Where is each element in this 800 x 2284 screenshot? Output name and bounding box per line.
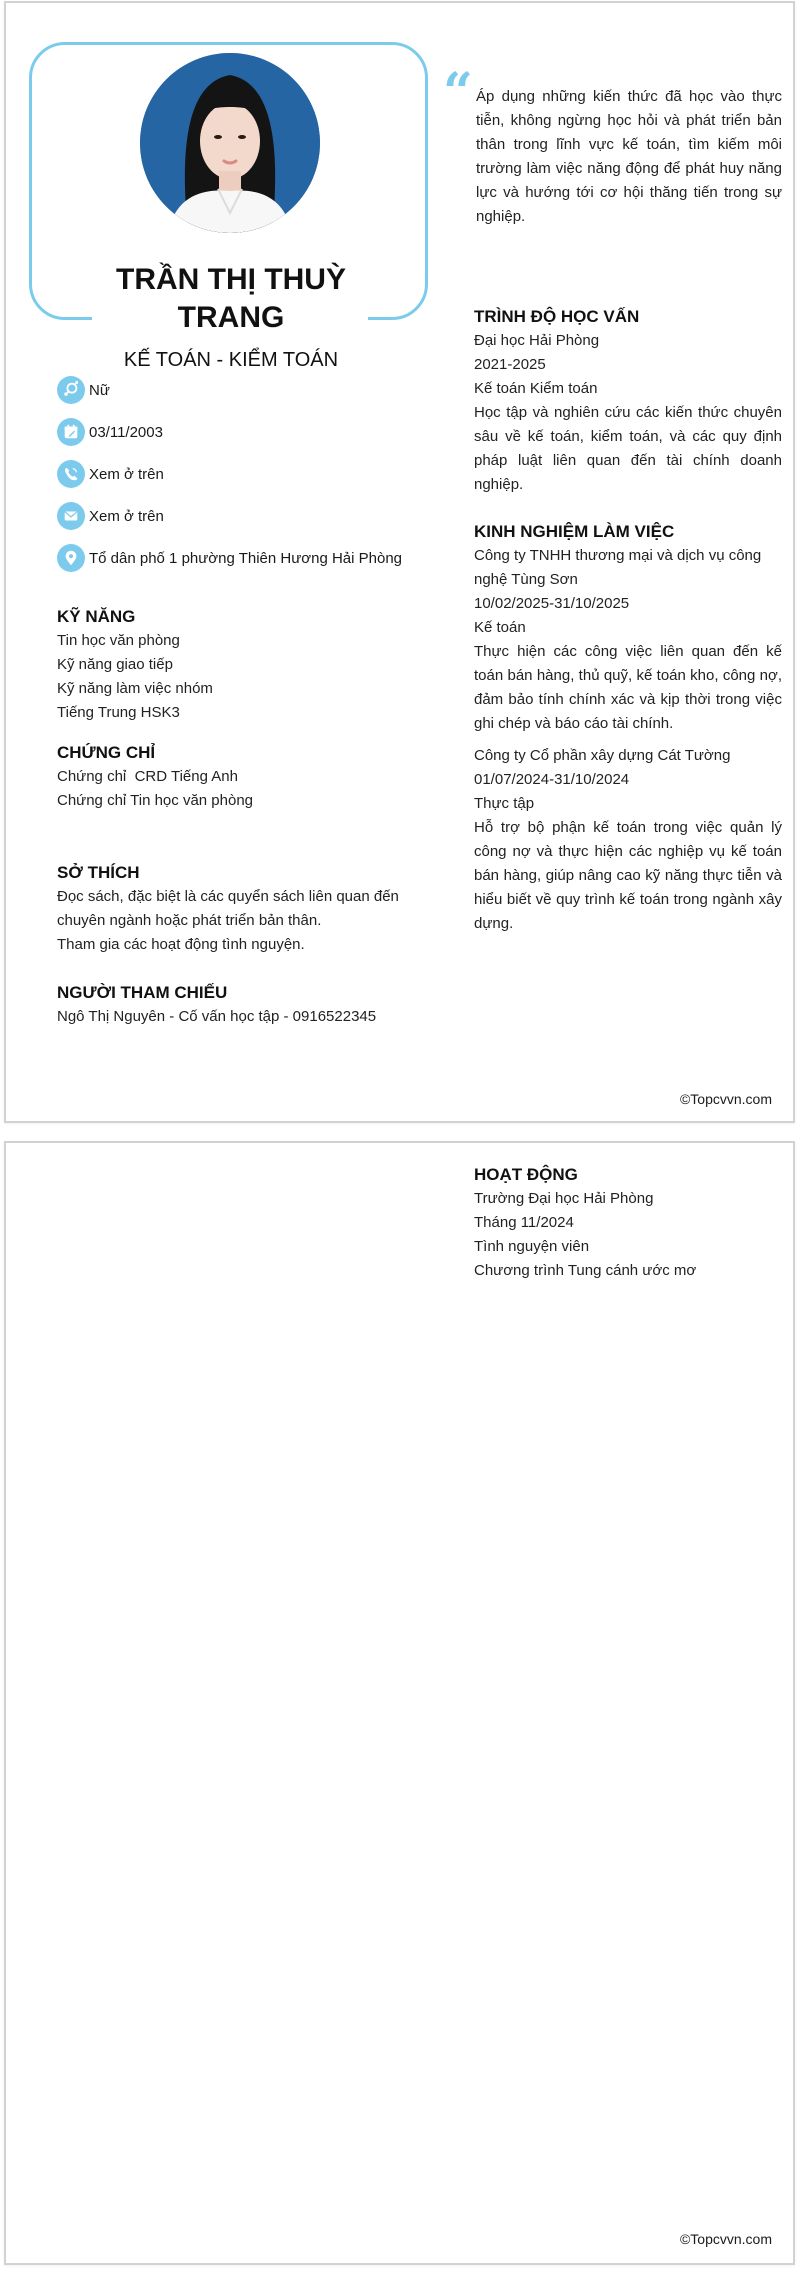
activity-role: Tình nguyện viên (474, 1238, 590, 1255)
activities-title: HOẠT ĐỘNG (474, 1165, 578, 1184)
phone-value: Xem ở trên (89, 465, 164, 483)
reference-item: Ngô Thị Nguyên - Cố vấn học tập - 0916522345 (57, 1008, 377, 1025)
activity-program: Chương trình Tung cánh ước mơ (474, 1262, 697, 1279)
hobbies-section (57, 861, 432, 957)
email-icon (57, 502, 85, 530)
phone-icon (57, 460, 85, 488)
contact-birthday (57, 418, 437, 446)
job-description: Hỗ trợ bộ phận kế toán trong việc quản lý công nợ và thực hiện các nghiệp vụ kế toán bán hàng, giúp nâng cao kỹ năng thực tiễn và hiểu biết về quy trình kế toán trong ngành xây dựng. (474, 819, 782, 932)
job-position: Thực tập (474, 795, 535, 812)
certificates-section (57, 741, 432, 813)
job-company: Công ty Cổ phần xây dựng Cát Tường (474, 747, 731, 764)
footer-copyright: ©Topcvvn.com (679, 2231, 772, 2247)
skill-item: Kỹ năng làm việc nhóm (57, 680, 213, 697)
experience-section (474, 520, 782, 936)
footer-copyright: ©Topcvvn.com (679, 1091, 772, 1107)
activity-organization: Trường Đại học Hải Phòng (474, 1190, 654, 1207)
job-description: Thực hiện các công việc liên quan đến kế toán bán hàng, thủ quỹ, kế toán kho, công nợ, đảm bảo tính chính xác và kịp thời trong việc ghi chép và báo cáo tài chính. (474, 643, 782, 732)
avatar (140, 53, 320, 233)
job-position: Kế toán (474, 619, 526, 636)
education-school: Đại học Hải Phòng (474, 332, 600, 349)
certificates-title: CHỨNG CHỈ (57, 743, 156, 762)
education-description: Học tập và nghiên cứu các kiến thức chuyên sâu về kế toán, kiểm toán, và các quy định pháp luật liên quan đến tài chính doanh nghiệp. (474, 404, 782, 493)
education-section (474, 305, 782, 497)
job-entry (474, 544, 782, 736)
activities-section (474, 1163, 782, 1283)
location-icon (57, 544, 85, 572)
education-major: Kế toán Kiểm toán (474, 380, 598, 397)
skills-section (57, 605, 432, 725)
certificate-item: Chứng chỉ Tin học văn phòng (57, 792, 254, 809)
skill-item: Tiếng Trung HSK3 (57, 704, 180, 721)
job-period: 01/07/2024-31/10/2024 (474, 771, 630, 788)
calendar-icon (57, 418, 85, 446)
activity-period: Tháng 11/2024 (474, 1214, 574, 1231)
job-company: Công ty TNHH thương mại và dịch vụ công nghệ Tùng Sơn (474, 547, 762, 588)
hobby-item: Đọc sách, đặc biệt là các quyển sách liên quan đến chuyên ngành hoặc phát triển bản thân. (57, 888, 399, 929)
job-period: 10/02/2025-31/10/2025 (474, 595, 630, 612)
career-objective: Áp dụng những kiến thức đã học vào thực tiễn, không ngừng học hỏi và phát triển bản thân trong lĩnh vực kế toán, tìm kiếm môi trường làm việc năng động để phát huy năng lực và hướng tới cơ hội thăng tiến trong sự nghiệp. (476, 88, 782, 225)
email-value: Xem ở trên (89, 507, 164, 525)
quote-icon: “ (443, 62, 473, 123)
address-value: Tổ dân phố 1 phường Thiên Hương Hải Phòng (89, 549, 403, 567)
contact-address (57, 544, 437, 572)
candidate-role: KẾ TOÁN - KIỂM TOÁN (123, 349, 339, 371)
hobby-item: Tham gia các hoạt động tình nguyện. (57, 936, 305, 953)
contact-email[interactable] (57, 502, 437, 530)
certificate-item: Chứng chỉ CRD Tiếng Anh (57, 768, 238, 785)
contact-list (57, 376, 437, 586)
education-period: 2021-2025 (474, 356, 546, 373)
birthday-value: 03/11/2003 (89, 423, 163, 441)
skill-item: Kỹ năng giao tiếp (57, 656, 173, 673)
skills-title: KỸ NĂNG (57, 607, 136, 626)
candidate-name: TRẦN THỊ THUỲ TRANG (116, 263, 346, 334)
experience-title: KINH NGHIỆM LÀM VIỆC (474, 522, 675, 541)
cv-page-1 (4, 1, 795, 1123)
education-title: TRÌNH ĐỘ HỌC VẤN (474, 307, 640, 326)
hobbies-title: SỞ THÍCH (57, 863, 140, 882)
gender-icon (57, 376, 85, 404)
cv-page-2 (4, 1141, 795, 2265)
job-entry (474, 744, 782, 936)
references-title: NGƯỜI THAM CHIẾU (57, 983, 228, 1002)
skill-item: Tin học văn phòng (57, 632, 180, 649)
portrait-photo (140, 53, 320, 233)
gender-value: Nữ (89, 381, 110, 399)
references-section (57, 981, 432, 1029)
contact-phone[interactable] (57, 460, 437, 488)
contact-gender (57, 376, 437, 404)
